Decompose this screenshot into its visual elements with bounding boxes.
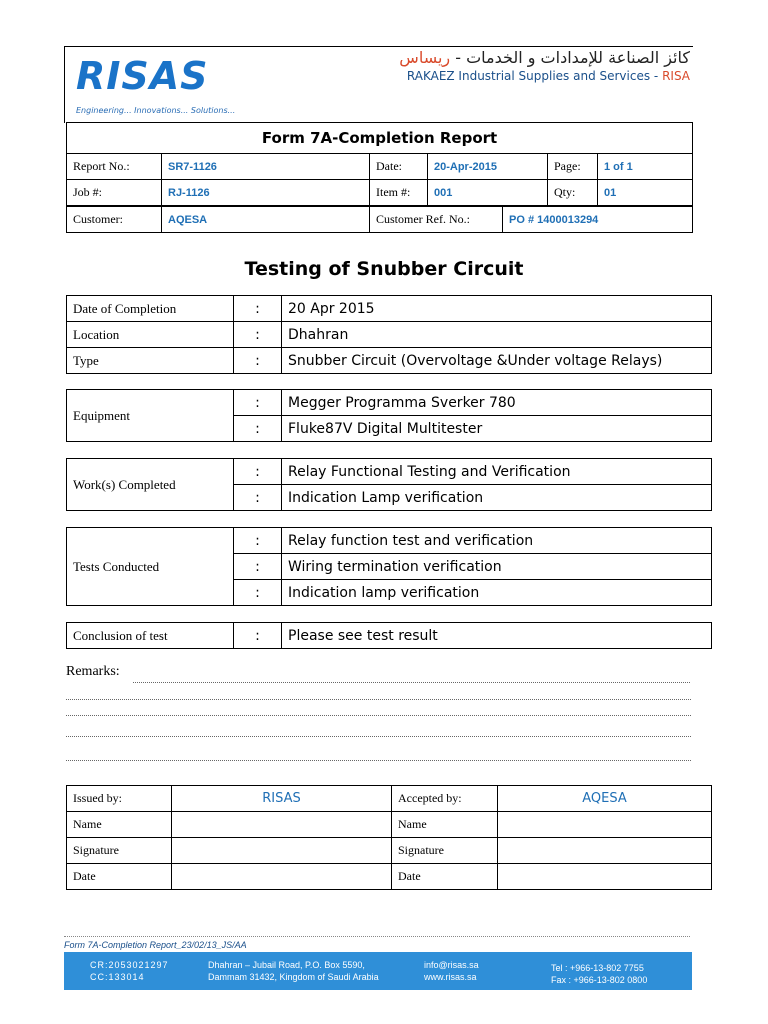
accepted-by-label: Accepted by:: [392, 786, 498, 812]
item-value: 001: [428, 180, 548, 206]
colon: :: [234, 459, 282, 485]
tests-table: [66, 527, 712, 606]
equipment-label: Equipment: [67, 390, 234, 442]
works-label: Work(s) Completed: [67, 459, 234, 511]
job-label: Job #:: [67, 180, 162, 206]
completion-date-value: 20 Apr 2015: [282, 296, 712, 322]
colon: :: [234, 485, 282, 511]
address-line-1: Dhahran – Jubail Road, P.O. Box 5590,: [208, 960, 365, 970]
tests-item: Indication lamp verification: [282, 580, 712, 606]
company-name-arabic: كائز الصناعة للإمدادات و الخدمات - ريساس: [399, 48, 690, 67]
date-value: 20-Apr-2015: [428, 154, 548, 180]
document-title: Testing of Snubber Circuit: [244, 258, 524, 280]
customer-table: [66, 206, 693, 233]
report-info-table: [66, 122, 693, 206]
cc-number: CC:133014: [90, 972, 145, 982]
customer-ref-value: PO # 1400013294: [503, 207, 693, 233]
footer-contact-bar: [64, 952, 692, 990]
acceptor-name-field: [498, 812, 712, 838]
qty-label: Qty:: [548, 180, 598, 206]
signature-label: Signature: [67, 838, 172, 864]
equipment-item: Fluke87V Digital Multitester: [282, 416, 712, 442]
tests-item: Relay function test and verification: [282, 528, 712, 554]
remarks-line: [66, 760, 691, 761]
colon: :: [234, 416, 282, 442]
cr-number: CR:2053021297: [90, 960, 169, 970]
item-label: Item #:: [370, 180, 428, 206]
name-label: Name: [67, 812, 172, 838]
conclusion-value: Please see test result: [282, 623, 712, 649]
report-no-value: SR7-1126: [162, 154, 370, 180]
issued-by-value: RISAS: [172, 786, 392, 812]
remarks-label: Remarks:: [66, 664, 120, 679]
remarks-line: [66, 736, 691, 737]
colon: :: [234, 554, 282, 580]
company-tagline: Engineering... Innovations... Solutions...: [76, 106, 236, 115]
email-link[interactable]: info@risas.sa: [424, 960, 479, 970]
telephone-number: Tel : +966-13-802 7755: [551, 963, 644, 973]
customer-label: Customer:: [67, 207, 162, 233]
issuer-date-field: [172, 864, 392, 890]
equipment-item: Megger Programma Sverker 780: [282, 390, 712, 416]
signoff-table: [66, 785, 712, 890]
company-name-english: RAKAEZ Industrial Supplies and Services - RISA: [406, 69, 690, 83]
conclusion-table: [66, 622, 712, 649]
signature-label: Signature: [392, 838, 498, 864]
report-no-label: Report No.:: [67, 154, 162, 180]
colon: :: [234, 348, 282, 374]
remarks-line: [66, 715, 691, 716]
footer-divider: [64, 936, 690, 937]
location-value: Dhahran: [282, 322, 712, 348]
customer-ref-label: Customer Ref. No.:: [370, 207, 503, 233]
colon: :: [234, 580, 282, 606]
colon: :: [234, 390, 282, 416]
form-title: Form 7A-Completion Report: [67, 123, 693, 154]
tests-label: Tests Conducted: [67, 528, 234, 606]
colon: :: [234, 296, 282, 322]
type-label: Type: [67, 348, 234, 374]
colon: :: [234, 623, 282, 649]
page-label: Page:: [548, 154, 598, 180]
works-item: Relay Functional Testing and Verification: [282, 459, 712, 485]
date-label: Date:: [370, 154, 428, 180]
type-value: Snubber Circuit (Overvoltage &Under voltage Relays): [282, 348, 712, 374]
date-label: Date: [67, 864, 172, 890]
works-table: [66, 458, 712, 511]
job-value: RJ-1126: [162, 180, 370, 206]
tests-item: Wiring termination verification: [282, 554, 712, 580]
conclusion-label: Conclusion of test: [67, 623, 234, 649]
acceptor-date-field: [498, 864, 712, 890]
remarks-line: [66, 699, 691, 700]
name-label: Name: [392, 812, 498, 838]
completion-date-label: Date of Completion: [67, 296, 234, 322]
fax-number: Fax : +966-13-802 0800: [551, 975, 648, 985]
qty-value: 01: [598, 180, 693, 206]
issued-by-label: Issued by:: [67, 786, 172, 812]
colon: :: [234, 322, 282, 348]
website-link[interactable]: www.risas.sa: [424, 972, 477, 982]
issuer-signature-field: [172, 838, 392, 864]
accepted-by-value: AQESA: [498, 786, 712, 812]
remarks-line: [133, 682, 690, 683]
details-table: [66, 295, 712, 374]
location-label: Location: [67, 322, 234, 348]
colon: :: [234, 528, 282, 554]
date-label: Date: [392, 864, 498, 890]
works-item: Indication Lamp verification: [282, 485, 712, 511]
customer-value: AQESA: [162, 207, 370, 233]
acceptor-signature-field: [498, 838, 712, 864]
issuer-name-field: [172, 812, 392, 838]
equipment-table: [66, 389, 712, 442]
page-value: 1 of 1: [598, 154, 693, 180]
form-reference: Form 7A-Completion Report_23/02/13_JS/AA: [64, 940, 247, 950]
company-logo: RISAS: [76, 54, 209, 98]
address-line-2: Dammam 31432, Kingdom of Saudi Arabia: [208, 972, 379, 982]
